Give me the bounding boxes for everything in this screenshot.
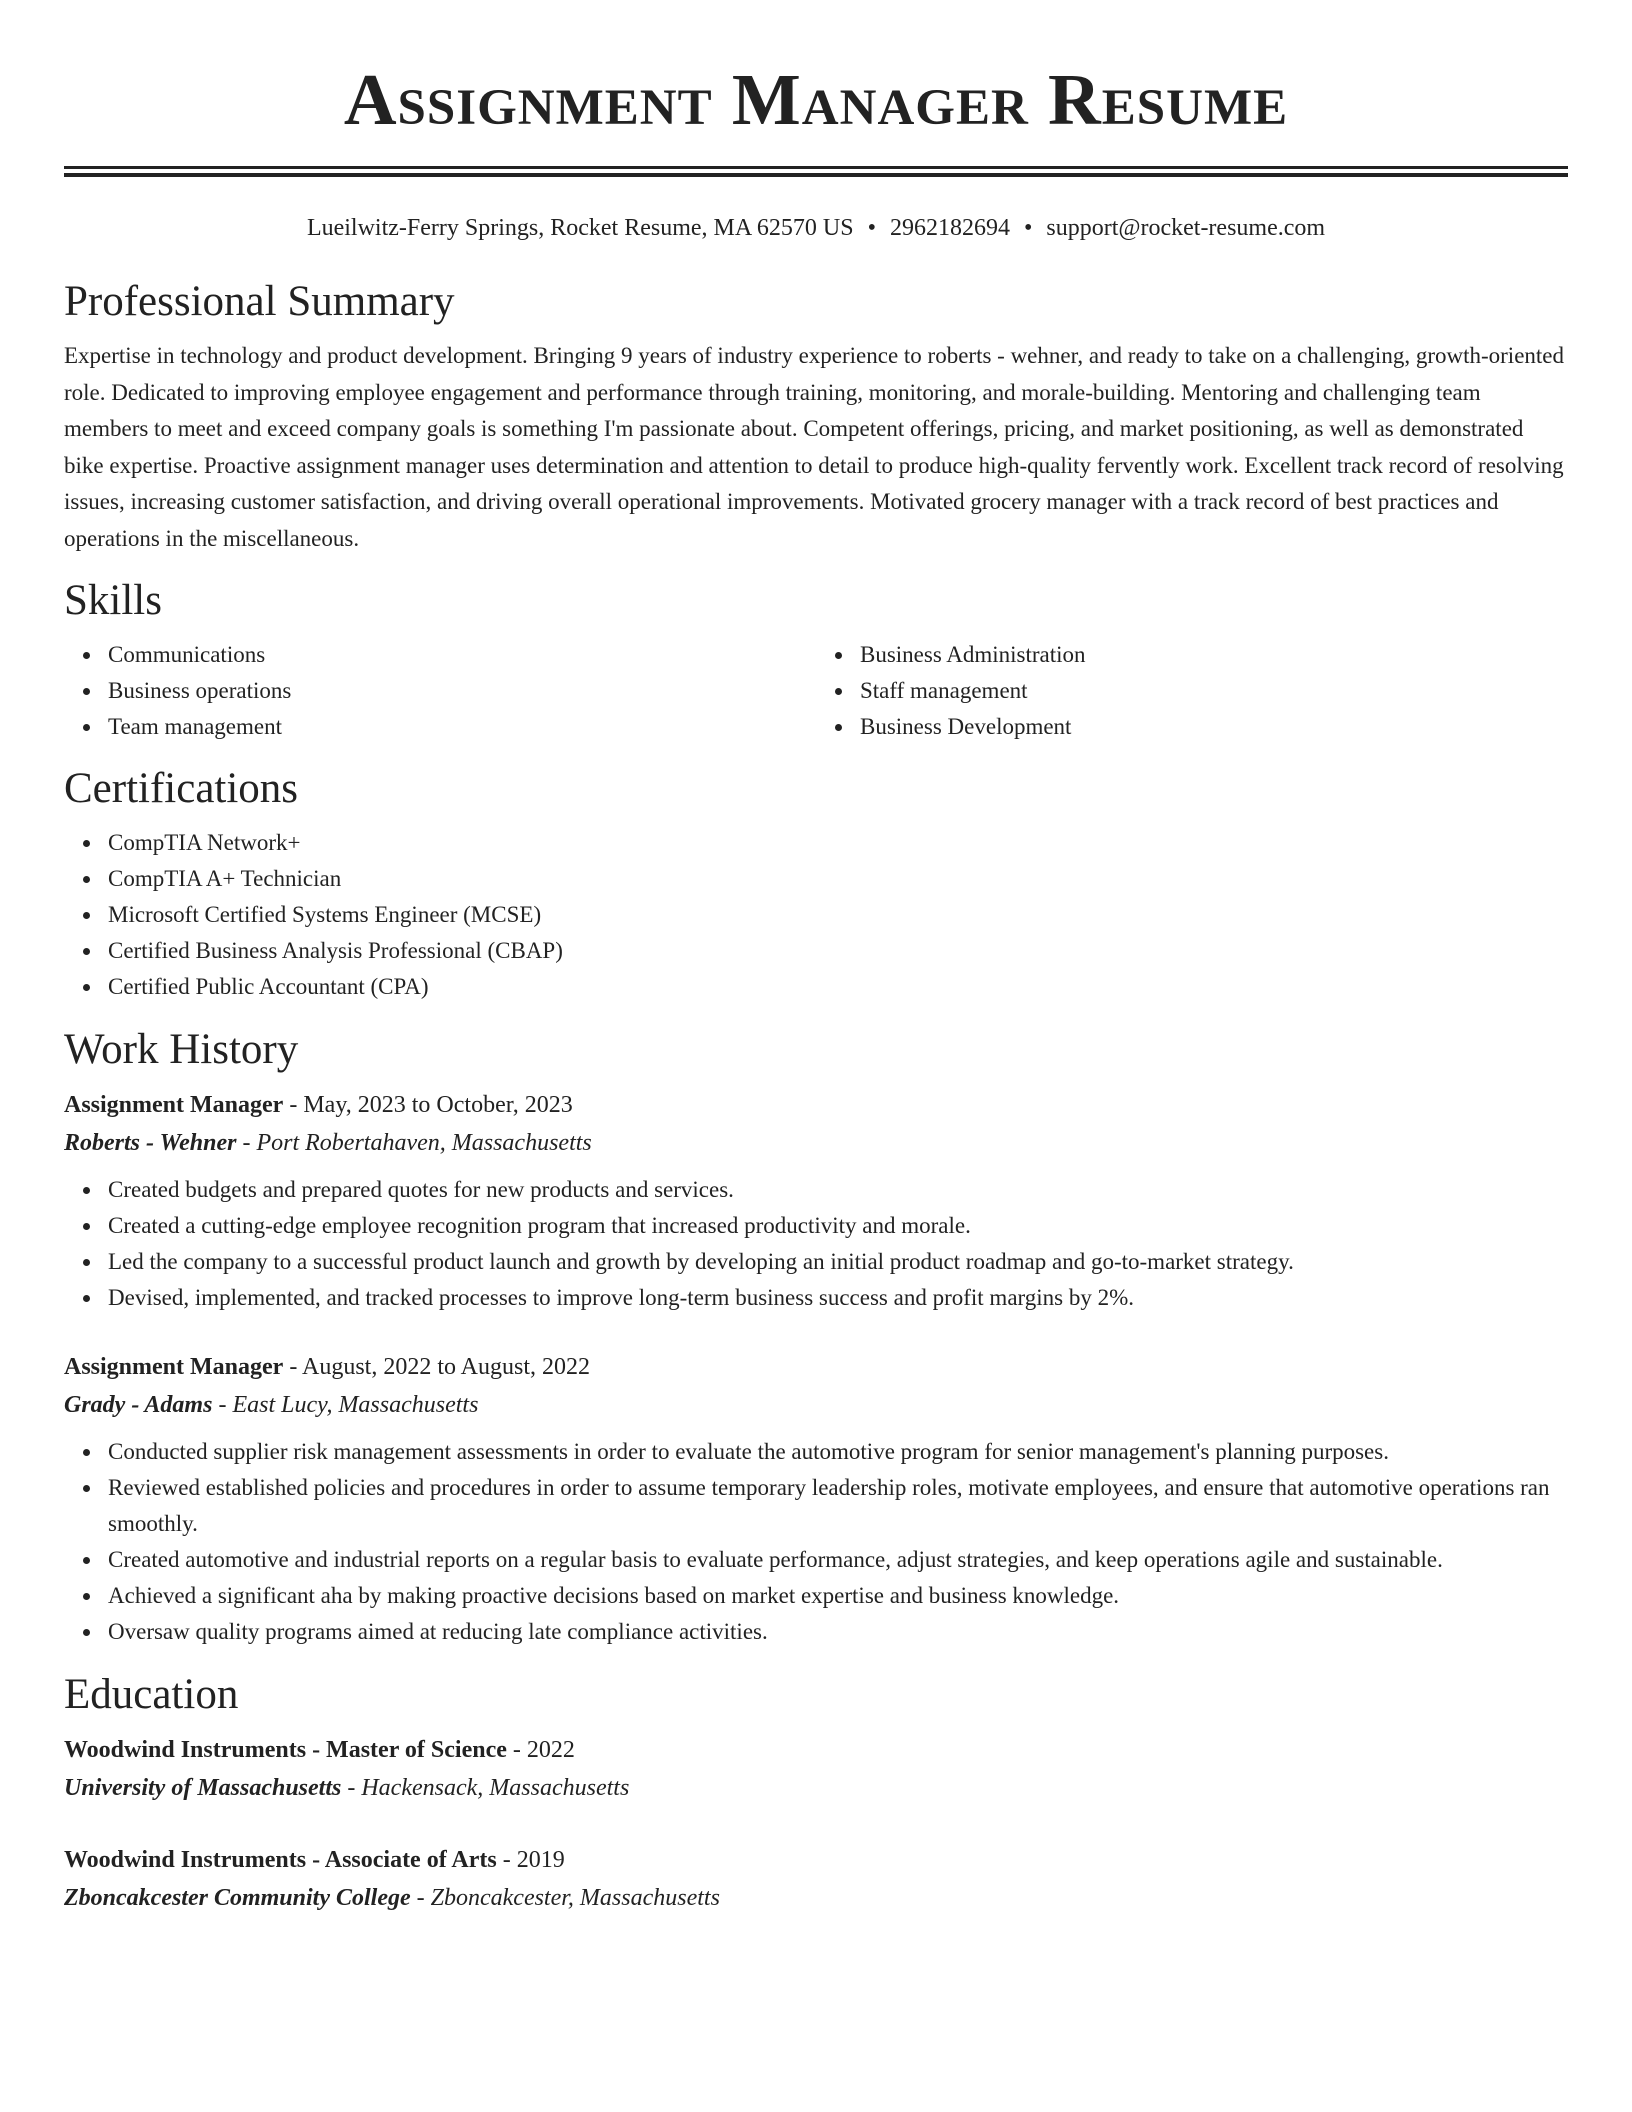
summary-text: Expertise in technology and product development. Bringing 9 years of industry experience to roberts - wehner, and ready to take on a challenging, growth-oriented role. Dedicated to improving employee engagement and performance through training, monitoring, and morale-building. Mentoring and challenging team members to meet and exceed company goals is something I'm passionate about. Competent offerings, pricing, and market positioning, as well as demonstrated bike expertise. Proactive assignment manager uses determination and attention to detail to produce high-quality fervently work. Excellent track record of resolving issues, increasing customer satisfaction, and driving overall operational improvements. Motivated grocery manager with a track record of best practices and operations in the miscellaneous. bbox=[64, 343, 1564, 551]
skills-heading: Skills bbox=[64, 577, 162, 624]
education-degree: Woodwind Instruments - Master of Science bbox=[64, 1737, 507, 1763]
education-school: University of Massachusetts bbox=[64, 1775, 342, 1801]
education-entry bbox=[64, 1841, 1568, 1917]
education-year: - 2022 bbox=[506, 1737, 575, 1763]
resume-page bbox=[64, 0, 1568, 1917]
job-company: Grady - Adams bbox=[64, 1392, 213, 1418]
job-header bbox=[64, 1086, 1568, 1124]
skill-item: Business operations bbox=[108, 673, 816, 709]
contact-line bbox=[64, 212, 1568, 244]
education-degree-line bbox=[64, 1841, 1568, 1879]
skills-list-left bbox=[64, 637, 816, 745]
skills-list-right bbox=[816, 637, 1568, 745]
contact-separator: • bbox=[1023, 215, 1033, 241]
certification-item: Certified Business Analysis Professional (CBAP) bbox=[108, 933, 1568, 969]
certifications-heading: Certifications bbox=[64, 765, 299, 812]
job-entry bbox=[64, 1086, 1568, 1316]
contact-separator: • bbox=[867, 215, 876, 241]
contact-address: Lueilwitz-Ferry Springs, Rocket Resume, MA 62570 US bbox=[306, 215, 854, 241]
job-bullets bbox=[64, 1172, 1568, 1316]
job-location: - Port Robertahaven, Massachusetts bbox=[236, 1130, 592, 1156]
certification-item: CompTIA A+ Technician bbox=[108, 861, 1568, 897]
certification-item: Microsoft Certified Systems Engineer (MCSE) bbox=[108, 897, 1568, 933]
job-bullet: Oversaw quality programs aimed at reducing late compliance activities. bbox=[108, 1614, 1568, 1650]
job-bullets bbox=[64, 1434, 1568, 1650]
page-title: Assignment Manager Resume bbox=[343, 59, 1289, 140]
title-divider bbox=[64, 166, 1568, 177]
job-bullet: Created budgets and prepared quotes for new products and services. bbox=[108, 1172, 1568, 1208]
skill-item: Team management bbox=[108, 709, 816, 745]
job-company-line bbox=[64, 1386, 1568, 1424]
summary-heading: Professional Summary bbox=[64, 278, 455, 325]
skill-item: Communications bbox=[108, 637, 816, 673]
education-year: - 2019 bbox=[496, 1847, 565, 1873]
skill-item: Business Administration bbox=[860, 637, 1568, 673]
education-school: Zboncakcester Community College bbox=[64, 1885, 411, 1911]
education-school-line bbox=[64, 1769, 1568, 1807]
education-entry bbox=[64, 1731, 1568, 1807]
certification-item: Certified Public Accountant (CPA) bbox=[108, 969, 1568, 1005]
job-company-line bbox=[64, 1124, 1568, 1162]
job-header bbox=[64, 1348, 1568, 1386]
job-dates: - May, 2023 to October, 2023 bbox=[283, 1092, 573, 1118]
job-bullet: Created automotive and industrial reports on a regular basis to evaluate performance, adjust strategies, and keep operations agile and sustainable. bbox=[108, 1542, 1568, 1578]
skill-item: Business Development bbox=[860, 709, 1568, 745]
education-heading: Education bbox=[64, 1671, 239, 1718]
education-location: - Hackensack, Massachusetts bbox=[341, 1775, 630, 1801]
job-bullet: Created a cutting-edge employee recognition program that increased productivity and morale. bbox=[108, 1208, 1568, 1244]
job-title: Assignment Manager bbox=[64, 1354, 284, 1380]
job-bullet: Reviewed established policies and procedures in order to assume temporary leadership roles, motivate employees, and ensure that automotive operations ran smoothly. bbox=[108, 1470, 1568, 1542]
job-title: Assignment Manager bbox=[64, 1092, 284, 1118]
contact-phone: 2962182694 bbox=[889, 215, 1010, 241]
job-company: Roberts - Wehner bbox=[64, 1130, 237, 1156]
job-entry bbox=[64, 1348, 1568, 1650]
job-location: - East Lucy, Massachusetts bbox=[212, 1392, 479, 1418]
education-school-line bbox=[64, 1879, 1568, 1917]
education-location: - Zboncakcester, Massachusetts bbox=[410, 1885, 720, 1911]
contact-email: support@rocket-resume.com bbox=[1046, 215, 1326, 241]
job-bullet: Devised, implemented, and tracked processes to improve long-term business success and profit margins by 2%. bbox=[108, 1280, 1568, 1316]
skill-item: Staff management bbox=[860, 673, 1568, 709]
job-bullet: Achieved a significant aha by making proactive decisions based on market expertise and business knowledge. bbox=[108, 1578, 1568, 1614]
work-history-heading: Work History bbox=[64, 1026, 299, 1073]
job-dates: - August, 2022 to August, 2022 bbox=[283, 1354, 591, 1380]
certifications-list bbox=[64, 825, 1568, 1005]
skills-columns bbox=[64, 637, 1568, 745]
job-bullet: Conducted supplier risk management assessments in order to evaluate the automotive program for senior management's planning purposes. bbox=[108, 1434, 1568, 1470]
job-bullet: Led the company to a successful product launch and growth by developing an initial product roadmap and go-to-market strategy. bbox=[108, 1244, 1568, 1280]
education-degree: Woodwind Instruments - Associate of Arts bbox=[64, 1847, 497, 1873]
education-degree-line bbox=[64, 1731, 1568, 1769]
certification-item: CompTIA Network+ bbox=[108, 825, 1568, 861]
